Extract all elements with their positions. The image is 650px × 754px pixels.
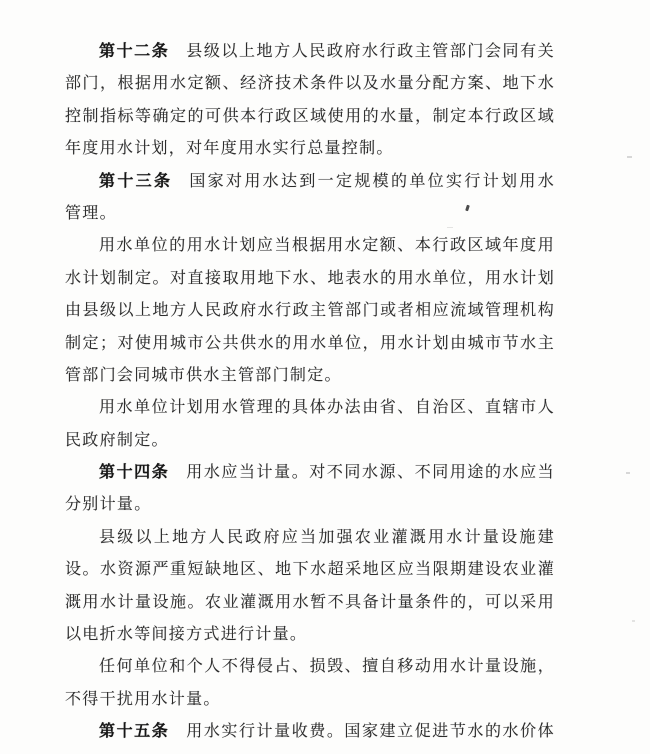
article-label: 第十三条 [99, 172, 173, 190]
article-label: 第十二条 [99, 43, 170, 60]
text-line [65, 554, 555, 586]
line-text: 民政府制定。 [65, 431, 169, 449]
text-line [65, 360, 555, 392]
text-line [65, 619, 555, 651]
scan-speck [632, 620, 635, 622]
text-line [65, 425, 555, 457]
text-line [65, 68, 555, 100]
line-text: 用水单位计划用水管理的具体办法由省、自治区、直辖市人 [99, 399, 555, 417]
text-line [65, 36, 555, 68]
text-line [65, 263, 555, 295]
text-line [65, 587, 555, 619]
text-line [65, 716, 555, 748]
line-text: 溉用水计量设施。农业灌溉用水暂不具备计量条件的，可以采用 [65, 593, 555, 611]
line-text: 部门，根据用水定额、经济技术条件以及水量分配方案、地下水 [65, 75, 555, 93]
text-line [65, 133, 555, 165]
line-text: 以电折水等间接方式进行计量。 [65, 626, 308, 644]
line-text: 制定；对使用城市公共供水的用水单位，用水计划由城市节水主 [65, 334, 555, 352]
scan-speck [627, 156, 632, 158]
text-line [65, 230, 555, 262]
text-line [65, 166, 555, 198]
line-text: 设。水资源严重短缺地区、地下水超采地区应当限期建设农业灌 [65, 561, 555, 579]
scan-speck [626, 472, 630, 474]
line-text: 由县级以上地方人民政府水行政主管部门或者相应流域管理机构 [65, 302, 555, 320]
text-line [65, 295, 555, 327]
text-line [65, 328, 555, 360]
line-text: 县级以上地方人民政府应当加强农业灌溉用水计量设施建 [99, 528, 555, 546]
text-line [65, 522, 555, 554]
line-text: 不得干扰用水计量。 [65, 690, 221, 708]
line-text: 分别计量。 [65, 496, 152, 514]
line-text: 管部门会同城市供水主管部门制定。 [65, 366, 342, 384]
article-label: 第十五条 [99, 723, 170, 741]
text-line [65, 684, 555, 716]
line-text: 水计划制定。对直接取用地下水、地表水的用水单位，用水计划 [65, 269, 555, 287]
line-text: 用水单位的用水计划应当根据用水定额、本行政区域年度用 [99, 237, 555, 255]
line-text: 国家对用水达到一定规模的单位实行计划用水 [189, 172, 555, 190]
text-line [65, 651, 555, 683]
line-text: 年度用水计划，对年度用水实行总量控制。 [65, 140, 394, 158]
line-text: 管理。 [65, 204, 117, 222]
line-text: 任何单位和个人不得侵占、损毁、擅自移动用水计量设施， [99, 658, 555, 676]
line-text: 控制指标等确定的可供本行政区域使用的水量，制定本行政区域 [65, 107, 555, 125]
text-line [65, 392, 555, 424]
scan-speck [447, 227, 453, 228]
legal-text-block [65, 36, 555, 749]
article-label: 第十四条 [99, 464, 170, 482]
line-text: 县级以上地方人民政府水行政主管部门会同有关 [186, 43, 555, 60]
text-line [65, 198, 555, 230]
line-text: 用水实行计量收费。国家建立促进节水的水价体 [186, 723, 555, 741]
text-line [65, 101, 555, 133]
text-line [65, 457, 555, 489]
line-text: 用水应当计量。对不同水源、不同用途的水应当 [186, 464, 555, 482]
text-line [65, 489, 555, 521]
